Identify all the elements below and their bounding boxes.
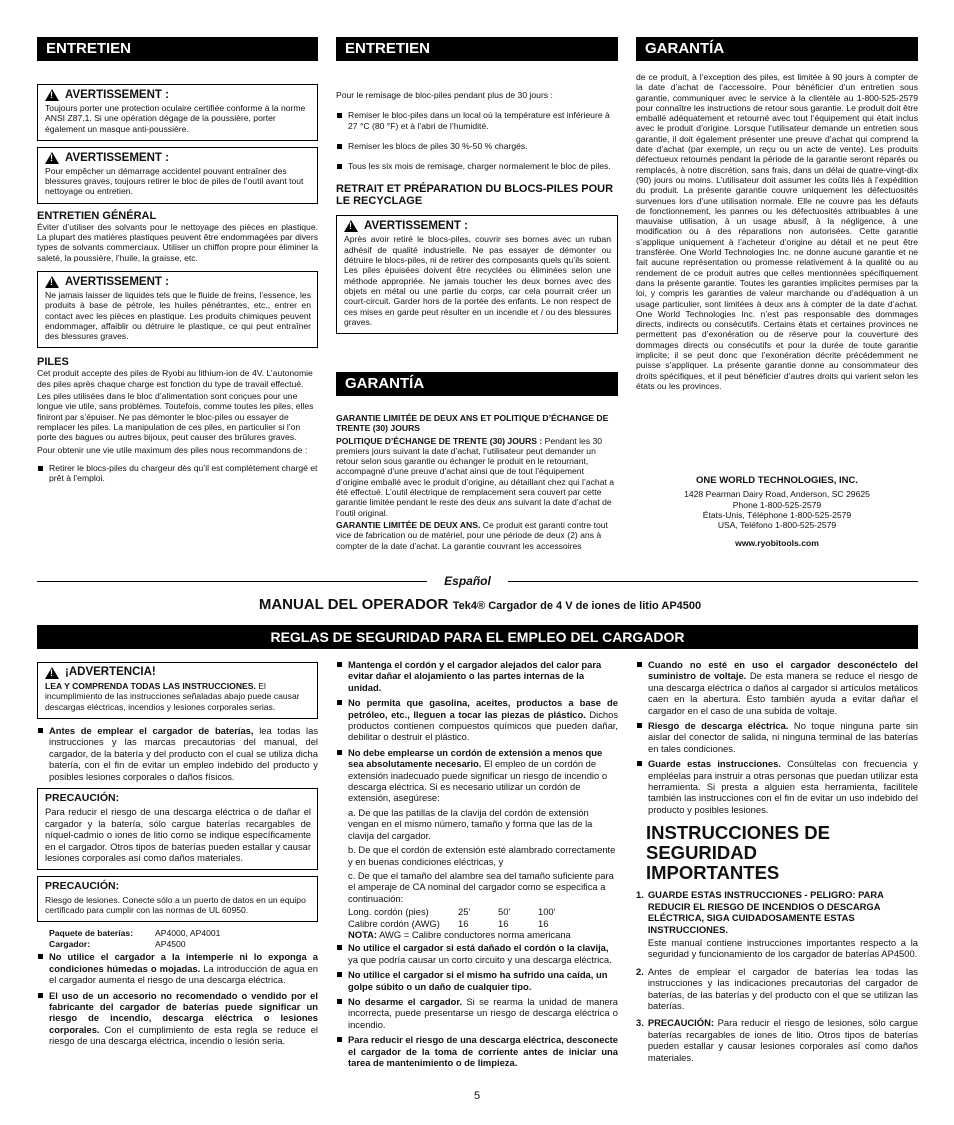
list-item (336, 747, 618, 941)
bullet-bold: Guarde estas instrucciones. (648, 758, 781, 770)
bullet-bold: Riesgo de descarga eléctrica. (648, 720, 789, 732)
bullet-bold: El uso de un accesorio no recomendado o vendido por el fabricante del cargador de baterías puede significar un riesgo de incendio, descarga eléctrica o lesiones corporales. (49, 989, 318, 1035)
warning-title: AVERTISSEMENT : (364, 220, 468, 233)
reglas-column-2 (336, 659, 618, 1072)
manual-title (240, 596, 720, 614)
bullet-text: No toque ninguna parte sin aislar del conector de salida, ni ninguna terminal de las baterías en tales condiciones. (648, 720, 918, 754)
item-number: 1. (636, 889, 644, 901)
instrucciones-title: INSTRUCCIONES DE SEGURIDAD IMPORTANTES (646, 822, 830, 884)
list-item (37, 990, 318, 1047)
garantie-p1-bold: POLITIQUE D’ÉCHANGE DE TRENTE (30) JOURS : (336, 435, 543, 446)
list-item (37, 725, 318, 782)
item-text (648, 1017, 918, 1063)
bullet-bold: Cuando no esté en uso el cargador desconéctelo del suministro de voltaje. (648, 659, 918, 682)
table-cell: 50' (498, 906, 511, 918)
compat-value: AP4000, AP4001 (155, 928, 221, 939)
bullet-bold: No debe emplearse un cordón de extensión a menos que sea absolutamente necesario. (348, 746, 603, 770)
manual-title-sub: ® Cargador de 4 V de iones de litio AP4500 (477, 600, 702, 612)
divider-right (508, 581, 918, 582)
bullet-bold: No utilice el cargador a la intemperie ni lo exponga a condiciones húmedas o mojadas. (49, 951, 318, 974)
item-bold: GUARDE ESTAS INSTRUCCIONES - PELIGRO: PARA REDUCIR EL RIESGO DE INCENDIOS O DESCARGA ELÉCTRICA, SIGA CUIDADOSAMENTE ESTAS INSTRUCCIONES. (647, 889, 884, 935)
warning-title: AVERTISSEMENT : (65, 88, 169, 101)
header-entretien-1: ENTRETIEN (37, 37, 318, 61)
bullet-text: Dichos productos contienen compuestos químicos que pueden dañar, debilitar o destruir el plástico. (348, 708, 619, 743)
page-number: 5 (473, 1090, 481, 1102)
warning-icon (45, 89, 59, 101)
table-cell: Calibre cordón (AWG) (348, 917, 440, 929)
section-title-retrait: RETRAIT ET PRÉPARATION DU BLOCS-PILES POUR LE RECYCLAGE (336, 183, 614, 208)
list-item (336, 697, 618, 743)
piles-p2: Les piles utilisées dans le bloc d’alimentation sont conçues pour une longue vie utile, sans problèmes. Toutefois, comme toutes les piles, elles finiront par s’épuiser. Ne pas démonter le bloc-piles ou essayer de remplacer les piles. La manipulation de ces piles, en particulier si l’on porte des bagues ou autres bijoux, peut causer des brûlures graves. (37, 391, 314, 443)
table-cell: 25' (458, 906, 471, 918)
advertencia-box (37, 662, 318, 719)
address-line: USA, Teléfono 1-800-525-2579 (717, 520, 837, 531)
bullet-text: ya que podría causar un corto circuito y una descarga eléctrica. (348, 953, 612, 965)
bullet-text: lea todas las instrucciones y las marcas precautorias del manual, del cargador, de la batería y del producto con el cual se utiliza dicha batería, con el fin de evitar un empleo indebido del producto y posibles lesiones corporales o daños físicos. (49, 724, 319, 782)
reglas-column-1 (37, 662, 318, 1051)
warning-text: Pour empêcher un démarrage accidentel pouvant entraîner des blessures graves, toujours retirer le bloc de piles de l’outil avant tout nettoyage ou entretien. (45, 165, 304, 197)
list-item: Remiser les blocs de piles 30 %-50 % chargés. (336, 141, 618, 151)
cord-note (348, 929, 618, 940)
warning-title: AVERTISSEMENT : (65, 275, 169, 288)
cord-rule-a: a. De que las patillas de la clavija del cordón de extensión vengan en el mismo número, tamaño y forma que las de la clavija del cargador. (348, 806, 593, 841)
compat-table (37, 928, 318, 949)
table-cell: 16 (538, 917, 549, 929)
list-item: Remiser le bloc-piles dans un local où la température est inférieure à 27 °C (80 °F) et à l’abri de l’humidité. (336, 110, 618, 131)
bullet-bold: Para reducir el riesgo de una descarga eléctrica, desconecte el cargador de la toma de corriente antes de iniciar una tarea de mantenimiento o de limpieza. (348, 1034, 618, 1068)
header-entretien-2: ENTRETIEN (336, 37, 618, 61)
warning-icon (45, 667, 59, 679)
precaucion-title: PRECAUCIÓN: (45, 880, 120, 893)
warning-icon (344, 220, 358, 232)
warning-icon (45, 276, 59, 288)
column-3 (636, 72, 918, 393)
precaucion-box-2 (37, 876, 318, 922)
table-cell: 100' (538, 906, 556, 918)
column-2 (336, 90, 618, 340)
advertencia-text (45, 681, 311, 712)
list-item: Tous les six mois de remisage, charger normalement le bloc de piles. (336, 161, 618, 171)
list-item (336, 942, 618, 965)
note-bold: NOTA: (348, 928, 377, 940)
address-line: États-Unis, Téléphone 1-800-525-2579 (702, 509, 852, 520)
general-text: Éviter d’utiliser des solvants pour le nettoyage des pièces en plastique. La plupart des matières plastiques peuvent être endommagées par divers types de solvants commerciaux. Utiliser un chiffon propre pour éliminer la saleté, la poussière, l’huile, la graisse, etc. (37, 221, 318, 263)
item-number: 2. (636, 965, 644, 977)
list-item (37, 951, 318, 985)
bullet-text: El empleo de un cordón de extensión inadecuado puede significar un riesgo de incendio o descarga eléctrica. Si es necesario utilizar un cordón de extensión, asegúrese: (348, 758, 608, 804)
warning-box-2 (37, 147, 318, 204)
item-body: Para reducir el riesgo de lesiones, sólo cargue baterías recargables de iones de litio. Otros tipos de baterías pueden estallar y causar lesiones corporales así como daños materiales. (647, 1017, 918, 1063)
piles-p1: Cet produit accepte des piles de Ryobi au lithium-ion de 4V. L’autonomie des piles après chaque charge est fonction du type de travail effectué. (37, 368, 313, 389)
garantie-p1-text: Pendant les 30 premiers jours suivant la date d’achat, l’utilisateur peut demander un retour selon sous garantie ou échanger le produit en le retournant, accompagné d’une preuve d’achat ainsi que de tout l’équipement d’origine emballé avec le produit d’origine, au détaillant chez qui l’achat a été effectué. L’outil électrique de remplacement sera couvert par cette garantie limitée pendant le reste des deux ans suivant la date d’achat de l’outil original. (336, 435, 615, 518)
warning-title: ¡ADVERTENCIA! (65, 666, 156, 679)
table-cell: 16 (498, 917, 509, 929)
compat-value: AP4500 (155, 938, 186, 949)
warning-text: Ne jamais laisser de liquides tels que le fluide de freins, l’essence, les produits à base de pétrole, les huiles pénétrantes, etc., entrer en contact avec les pièces en plastique. Les produits chimiques peuvent endommager, affaiblir ou détruire le plastique, ce qui peut entraîner des blessures graves. (45, 289, 311, 342)
header-garantia-top: GARANTÍA (636, 37, 918, 61)
column-1 (37, 84, 318, 487)
warning-box-recycle (336, 215, 618, 334)
storage-intro: Pour le remisage de bloc-piles pendant plus de 30 jours : (336, 90, 553, 100)
list-item: Retirer le blocs-piles du chargeur dès qu’il est complètement chargé et prêt à l’emploi. (37, 463, 318, 484)
list-item (636, 1017, 918, 1065)
garantie-p2 (336, 520, 618, 551)
list-item (336, 969, 618, 992)
list-item (636, 966, 918, 1014)
item-text: Antes de emplear el cargador de baterías lea todas las instrucciones y las indicaciones precautorias del cargador de baterías, de las baterías y del producto con el que se utilizan las baterías. (647, 965, 918, 1011)
cord-rule-b: b. De que el cordón de extensión esté alambrado correctamente y en buenas condiciones eléctricas, y (348, 844, 616, 867)
list-item (636, 758, 918, 815)
section-title-entretien-general: ENTRETIEN GÉNÉRAL (37, 209, 157, 222)
language-label: Español (444, 574, 491, 588)
cord-rule-c: c. De que el tamaño del alambre sea del tamaño suficiente para el amperaje de CA nominal del cargador como se especifica a continuación: (348, 869, 614, 904)
section-title-piles: PILES (37, 356, 69, 369)
address-line: Phone 1-800-525-2579 (732, 499, 822, 510)
warning-box-3 (37, 271, 318, 348)
piles-p3: Pour obtenir une vie utile maximum des piles nous recommandons de : (37, 444, 308, 455)
header-reglas: REGLAS DE SEGURIDAD PARA EL EMPLEO DEL CARGADOR (37, 625, 918, 649)
company-address (636, 476, 918, 551)
header-garantia-mid: GARANTÍA (336, 372, 618, 396)
garantie-continued: de ce produit, à l’exception des piles, est limitée à 90 jours à compter de la date d’achat de l’accessoire. Pour bénéficier d’un entretien sous garantie, communiquer avec le service à la clientèle au 1-800-525-2579 pour connaître les instructions de retour sous garantie. Le produit doit être emballé adéquatement et retourné avec tout l’équipement qui était inclus avec le produit d’origine. Lorsque l’utilisateur demande un entretien sous garantie, il doit également présenter une preuve d’achat qui comprend la date d’achat (par exemple, un reçu ou un acte de vente). Les produits défectueux retournés pendant la période de la garantie seront réparés ou remplacés, à notre discrétion, sans frais, dans un délai de quatre-vingt-dix (90) jours ou moins. L’utilisateur doit assumer les coûts liés à l’expédition du produit. La présente garantie couvre uniquement les défectuosités survenues lors d’une utilisation normale. Elle ne couvre pas les défauts de fonctionnement, les pannes ou les défectuosités attribuables à une mauvaise utilisation, à un usage abusif, à la négligence, à une modification ou à des réparations non autorisées. Cette garantie s’applique uniquement à l’acheteur d’origine au détail et ne peut être transférée. One World Technologies Inc. ne donne aucune garantie et ne fait aucune représentation ou promesse relativement à la qualité ou au rendement de ce produit autres que celles mentionnées spécifiquement dans la présente garantie. Toutes les garanties implicites permises par la loi, y compris les garanties de valeur marchande ou d’adéquation à un usage particulier, sont limitées à deux ans à compter de la date d’achat. One World Technologies Inc. n’est pas responsable des dommages directs, indirects ou consécutifs. Certains états et certaines provinces ne permettent pas d’exonération ou de réserve pour la couverture des dommages directs ou consécutifs et pour la durée de toute garantie implicite; il se peut donc que l’exonération décrite précédemment ne puisse s’appliquer. La présente garantie donne au consommateur des droits spécifiques, et il peut bénéficier d’autres droits qui varient selon les états ou les provinces. (636, 72, 918, 391)
bullet-bold: No utilice el cargador si el mismo ha sufrido una caída, un golpe súbito o un daño de cualquier tipo. (348, 969, 608, 992)
reglas-column-3 (636, 659, 918, 1065)
bullet-bold: Antes de emplear el cargador de baterías, (49, 724, 254, 736)
compat-label: Paquete de baterías: (49, 928, 134, 939)
bullet-text: La introducción de agua en el cargador aumenta el riesgo de una descarga eléctrica. (49, 962, 318, 986)
garantie-p1 (336, 436, 618, 518)
company-name: ONE WORLD TECHNOLOGIES, INC. (695, 475, 859, 486)
bullet-text: Con el cumplimiento de esta regla se reduce el riesgo de una descarga eléctrica, incendio o lesión seria. (49, 1023, 318, 1047)
note-text: AWG = Calibre conductores norma americana (377, 928, 571, 940)
warning-box-1 (37, 84, 318, 141)
manual-title-main: MANUAL DEL OPERADOR (258, 596, 449, 613)
bullet-bold: No utilice el cargador si está dañado el cordón o la clavija, (348, 942, 609, 954)
item-bold: PRECAUCIÓN: (647, 1017, 714, 1029)
item-text: Este manual contiene instrucciones importantes respecto a la seguridad y funcionamiento de los cargador de baterías AP4500. (647, 936, 918, 960)
precaucion-title: PRECAUCIÓN: (45, 791, 120, 804)
divider-left (37, 581, 427, 582)
list-item (336, 659, 618, 693)
bullet-bold: No desarme el cargador. (348, 995, 463, 1007)
garantie-title: GARANTIE LIMITÉE DE DEUX ANS ET POLITIQUE D’ÉCHANGE DE TRENTE (30) JOURS (336, 413, 609, 434)
address-line: 1428 Pearman Dairy Road, Anderson, SC 29625 (684, 489, 870, 500)
manual-title-model: Tek4 (452, 600, 478, 612)
warning-text: Après avoir retiré le blocs-piles, couvrir ses bornes avec un ruban adhésif de qualité industrielle. Ne pas essayer de démonter ou détruire le blocs-piles, ni de retirer des composants quels qu’ils soient. Les piles épuisées doivent être recyclées ou éliminées selon une méthode appropriée. Ne jamais toucher les deux bornes avec des objets en métal ou une partie du corps, car cela pourrait créer un court-circuit. Garder hors de la portée des enfants. Le non respect de ces mises en garde peut résulter en un incendie et / ou des blessures graves. (344, 234, 612, 327)
advertencia-body: El incumplimiento de las instrucciones señaladas abajo puede causar descargas eléctricas, incendios y lesiones corporales serias. (45, 681, 300, 712)
instrucciones-list (636, 889, 918, 1065)
advertencia-bold: LEA Y COMPRENDA TODAS LAS INSTRUCCIONES. (45, 681, 256, 691)
list-item (636, 720, 918, 754)
bullet-text: Si se rearma la unidad de manera incorrecta, puede presentarse un riesgo de descarga eléctrica o incendio. (348, 995, 618, 1030)
list-item (336, 1034, 618, 1068)
bullet-bold: No permita que gasolina, aceites, productos a base de petróleo, etc., lleguen a tocar las piezas de plástico. (348, 697, 618, 720)
compat-label: Cargador: (49, 938, 91, 949)
bullet-text: Consúltelas con frecuencia y empléelas para instruir a otras personas que puedan utilizar esta herramienta. Si presta a alguien esta herramienta, facilítele también las instrucciones con el fin de evitar un uso indebido del producto y posibles lesiones. (648, 758, 918, 815)
list-item (636, 659, 918, 716)
precaucion-text: Para reducir el riesgo de una descarga eléctrica o de dañar el cargador y la batería, sólo cargue baterías recargables de níquel-cadmio o iones de litio como se indique específicamente en el cargador. Otros tipos de baterías pueden estallar y causar lesiones corporales así como daños materiales. (45, 806, 311, 863)
list-item (636, 889, 918, 961)
bullet-text: De esta manera se reduce el riesgo de una descarga eléctrica o daños al cargador si artículos metálicos caen en la abertura. Esto también ayuda a evitar dañar el cargador en el caso de una subida de voltaje. (648, 670, 918, 716)
warning-icon (45, 152, 59, 164)
precaucion-box-1 (37, 788, 318, 870)
table-cell: 16 (458, 917, 469, 929)
precaucion-text: Riesgo de lesiones. Conecte sólo a un puerto de datos en un equipo certificado para cumplir con las normas de UL 60950. (45, 894, 306, 916)
cord-table (348, 906, 618, 929)
item-number: 3. (636, 1017, 644, 1029)
warning-text: Toujours porter une protection oculaire certifiée conforme à la norme ANSI Z87.1. Si une opération dégage de la poussière, porter également un masque anti-poussière. (45, 103, 306, 134)
garantie-p2-text: Ce produit est garanti contre tout vice de fabrication ou de matériel, pour une période de deux (2) ans à compter de la date d’achat. La garantie couvrant les accessoires (336, 519, 608, 551)
garantie-text (336, 413, 618, 553)
table-cell: Long. cordón (pies) (348, 906, 429, 918)
bullet-bold: Mantenga el cordón y el cargador alejados del calor para evitar dañar el alojamiento o las partes internas de la unidad. (348, 659, 602, 693)
warning-title: AVERTISSEMENT : (65, 151, 169, 164)
garantie-p2-bold: GARANTIE LIMITÉE DE DEUX ANS. (336, 519, 481, 530)
list-item (336, 996, 618, 1030)
website-link[interactable]: www.ryobitools.com (735, 538, 819, 549)
